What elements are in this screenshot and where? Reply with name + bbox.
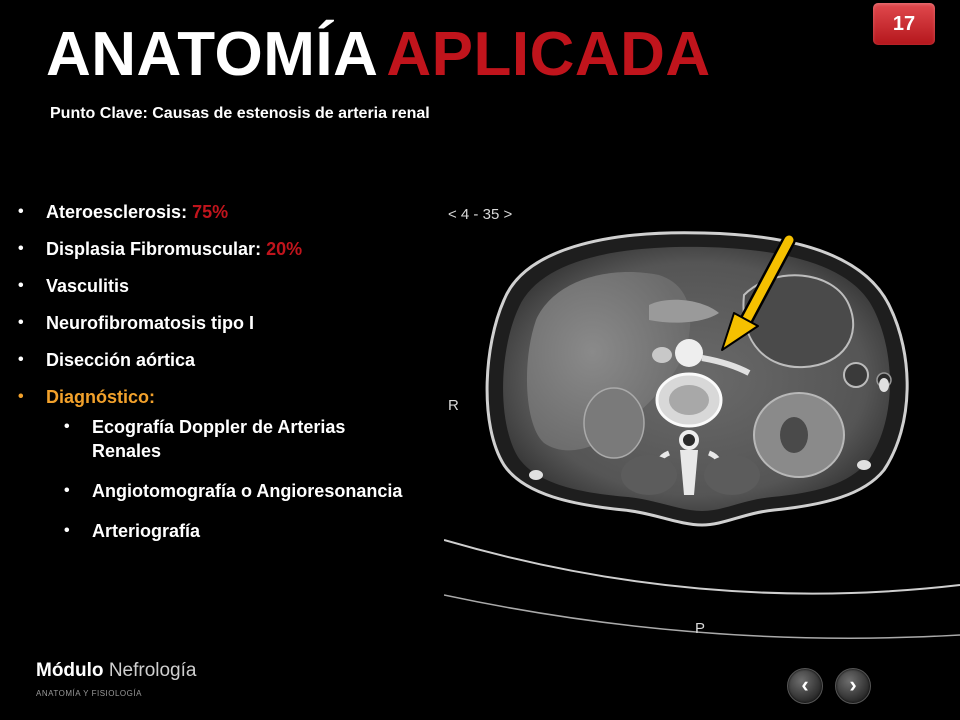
ct-rib — [879, 378, 889, 392]
ct-bowel-loop — [844, 363, 868, 387]
chevron-right-icon: › — [849, 672, 857, 697]
chevron-left-icon: ‹ — [801, 672, 809, 697]
footer-module — [36, 660, 196, 682]
slide-title — [46, 18, 711, 92]
list-item-label: Ateroesclerosis: — [46, 202, 188, 222]
sub-list-item: • Ecografía Doppler de Arterias Renales — [64, 415, 404, 463]
list-item-label: Displasia Fibromuscular: — [46, 239, 262, 259]
prev-slide-button[interactable] — [787, 668, 823, 704]
sub-list-item: • Arteriografía — [64, 519, 404, 543]
list-item — [18, 308, 418, 345]
slide-number-badge: 17 — [873, 3, 935, 45]
list-item — [18, 197, 418, 234]
ct-ivc — [652, 347, 672, 363]
ct-table-arc — [444, 540, 960, 594]
slide-subtitle: Punto Clave: Causas de estenosis de arteria renal — [50, 105, 430, 122]
ct-paraspinal-muscle — [621, 455, 677, 495]
ct-kidney-right — [584, 388, 644, 458]
list-item — [18, 234, 418, 271]
title-accent: APLICADA — [386, 20, 711, 89]
list-item-value: 75% — [192, 202, 229, 222]
ct-spinal-canal — [681, 432, 697, 448]
list-item-label: Neurofibromatosis tipo I — [46, 313, 255, 333]
diagnosis-list — [64, 415, 404, 559]
footer-module-bold: Módulo — [36, 660, 104, 681]
ct-right-marker: R — [448, 397, 459, 414]
list-item — [18, 345, 418, 382]
list-item-value: 20% — [266, 239, 303, 259]
ct-series-label: < 4 - 35 > — [448, 206, 513, 223]
ct-vertebral-marrow — [669, 385, 709, 415]
causes-list — [18, 197, 418, 419]
list-item-label: Vasculitis — [46, 276, 130, 296]
footer-subtitle: ANATOMÍA Y FISIOLOGÍA — [36, 689, 142, 698]
ct-rib — [529, 470, 543, 480]
ct-scan-image — [444, 195, 960, 645]
list-item-label: Diagnóstico: — [46, 387, 156, 407]
list-item — [18, 271, 418, 308]
list-item-diagnosis — [18, 382, 418, 419]
ct-rib — [857, 460, 871, 470]
ct-aorta — [675, 339, 703, 367]
sub-list-item: • Angiotomografía o Angioresonancia — [64, 479, 404, 503]
ct-renal-pelvis — [780, 417, 808, 453]
next-slide-button[interactable] — [835, 668, 871, 704]
ct-paraspinal-muscle — [704, 455, 760, 495]
title-main: ANATOMÍA — [46, 20, 379, 89]
footer-module-light: Nefrología — [108, 660, 197, 681]
ct-scan-svg — [444, 195, 960, 645]
ct-posterior-marker: P — [695, 620, 706, 637]
list-item-label: Disección aórtica — [46, 350, 196, 370]
